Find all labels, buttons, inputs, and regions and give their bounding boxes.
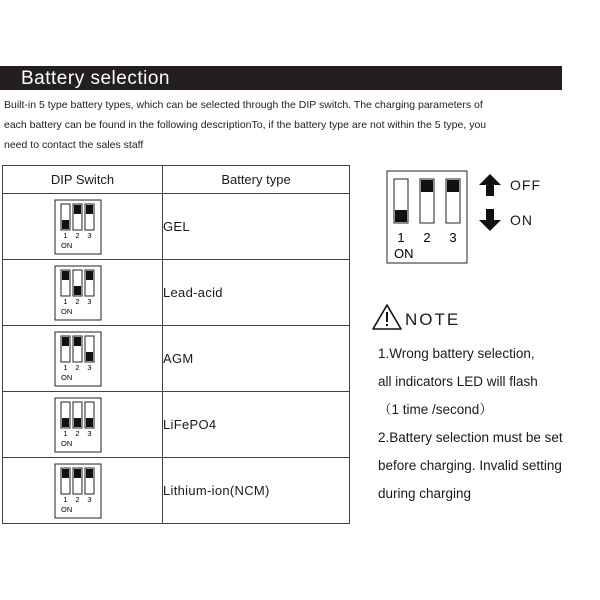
legend-lever-off [447,180,459,192]
switch-on-label: ON [61,240,73,250]
switch-lever-off [62,337,69,346]
switch-number: 1 [63,296,68,306]
table-row [3,326,350,392]
section-banner [0,66,562,90]
switch-number: 3 [87,362,92,372]
intro-line: each battery can be found in the following descriptionTo, if the battery type are not within the 5 type, you [4,119,487,131]
switch-on-label: ON [61,504,73,514]
dip-switch-icon [53,198,103,256]
battery-type-cell: Lithium-ion(NCM) [163,458,350,524]
switch-on-label: ON [61,438,73,448]
switch-number: 2 [75,230,80,240]
switch-lever-off [62,469,69,478]
switch-lever-on [86,352,93,361]
note-line: before charging. Invalid setting [378,458,562,473]
switch-number: 3 [87,296,92,306]
legend-lever-off [421,180,433,192]
battery-type-cell: Lead-acid [163,260,350,326]
switch-lever-on [62,220,69,229]
legend-switch-number: 1 [397,230,405,245]
switch-number: 1 [63,230,68,240]
note-line: 1.Wrong battery selection, [378,346,535,361]
dip-cell [3,458,163,524]
switch-lever-off [74,337,81,346]
dip-cell [3,260,163,326]
switch-number: 2 [75,428,80,438]
dip-cell [3,194,163,260]
table-row [3,458,350,524]
switch-number: 2 [75,296,80,306]
switch-lever-on [74,286,81,295]
battery-type-cell: AGM [163,326,350,392]
switch-number: 3 [87,230,92,240]
dip-cell [3,392,163,458]
switch-number: 2 [75,362,80,372]
intro-line: Built-in 5 type battery types, which can be selected through the DIP switch. The charging parameters of [4,99,483,111]
switch-number: 1 [63,428,68,438]
table-row [3,260,350,326]
battery-type-cell: LiFePO4 [163,392,350,458]
dip-switch-legend-icon [386,170,468,264]
dip-switch-icon [53,396,103,454]
switch-number: 3 [87,428,92,438]
section-title: Battery selection [21,68,170,89]
switch-number: 1 [63,362,68,372]
switch-lever-off [86,205,93,214]
note-title: NOTE [405,310,461,329]
switch-lever-on [74,418,81,427]
note-list [378,340,600,508]
battery-type-cell: GEL [163,194,350,260]
legend-lever-on [395,210,407,222]
switch-lever-on [62,418,69,427]
table-header-row [3,166,350,194]
dip-switch-icon [53,462,103,520]
switch-number: 2 [75,494,80,504]
arrow-down-icon [478,208,502,232]
intro-line: need to contact the sales staff [4,139,144,151]
dip-switch-icon [53,264,103,322]
switch-lever-off [62,271,69,280]
switch-lever-off [74,469,81,478]
on-label: ON [510,212,533,228]
dip-switch-icon [53,330,103,388]
off-label: OFF [510,177,541,193]
switch-number: 1 [63,494,68,504]
legend-on-text: ON [394,246,414,261]
switch-lever-off [74,205,81,214]
dip-switch-header: DIP Switch [3,166,163,194]
note-line: during charging [378,486,472,501]
dip-switch-table [2,165,350,524]
note-line: （1 time /second） [378,402,493,417]
intro-paragraph [4,95,596,155]
switch-lever-off [86,469,93,478]
switch-on-label: ON [61,372,73,382]
legend-switch-number: 2 [423,230,431,245]
legend-switch-number: 3 [449,230,457,245]
switch-lever-on [86,418,93,427]
arrow-up-icon [478,173,502,197]
switch-on-label: ON [61,306,73,316]
switch-number: 3 [87,494,92,504]
note-line: 2.Battery selection must be set [378,430,563,445]
battery-type-header: Battery type [163,166,350,194]
table-row [3,392,350,458]
table-row [3,194,350,260]
note-line: all indicators LED will flash [378,374,538,389]
switch-lever-off [86,271,93,280]
dip-cell [3,326,163,392]
warning-icon [371,303,403,331]
